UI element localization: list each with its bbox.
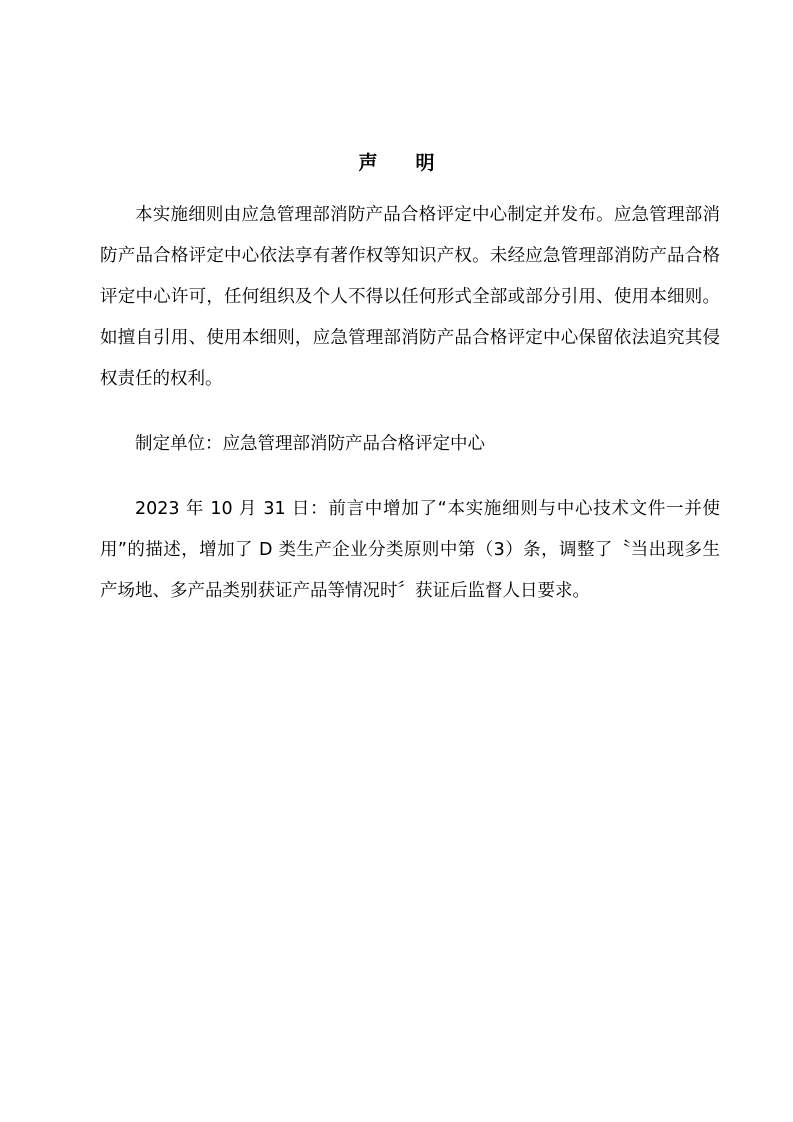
title-char-2: 明 xyxy=(415,152,435,174)
title-char-1: 声 xyxy=(358,152,378,174)
page-title xyxy=(0,148,793,175)
drafting-unit-paragraph: 制定单位：应急管理部消防产品合格评定中心 xyxy=(135,434,485,454)
copyright-paragraph: 本实施细则由应急管理部消防产品合格评定中心制定并发布。应急管理部消防产品合格评定中心依法享有著作权等知识产权。未经应急管理部消防产品合格评定中心许可，任何组织及个人不得以任何形式全部或部分引用、使用本细则。如擅自引用、使用本细则，应急管理部消防产品合格评定中心保留依法追究其侵权责任的权利。 xyxy=(100,205,720,389)
revision-note-paragraph: 2023 年 10 月 31 日：前言中增加了“本实施细则与中心技术文件一并使用”的描述，增加了 D 类生产企业分类原则中第（3）条，调整了〝当出现多生产场地、多产品类别获证产品等情况时〞获证后监督人日要求。 xyxy=(100,499,720,601)
